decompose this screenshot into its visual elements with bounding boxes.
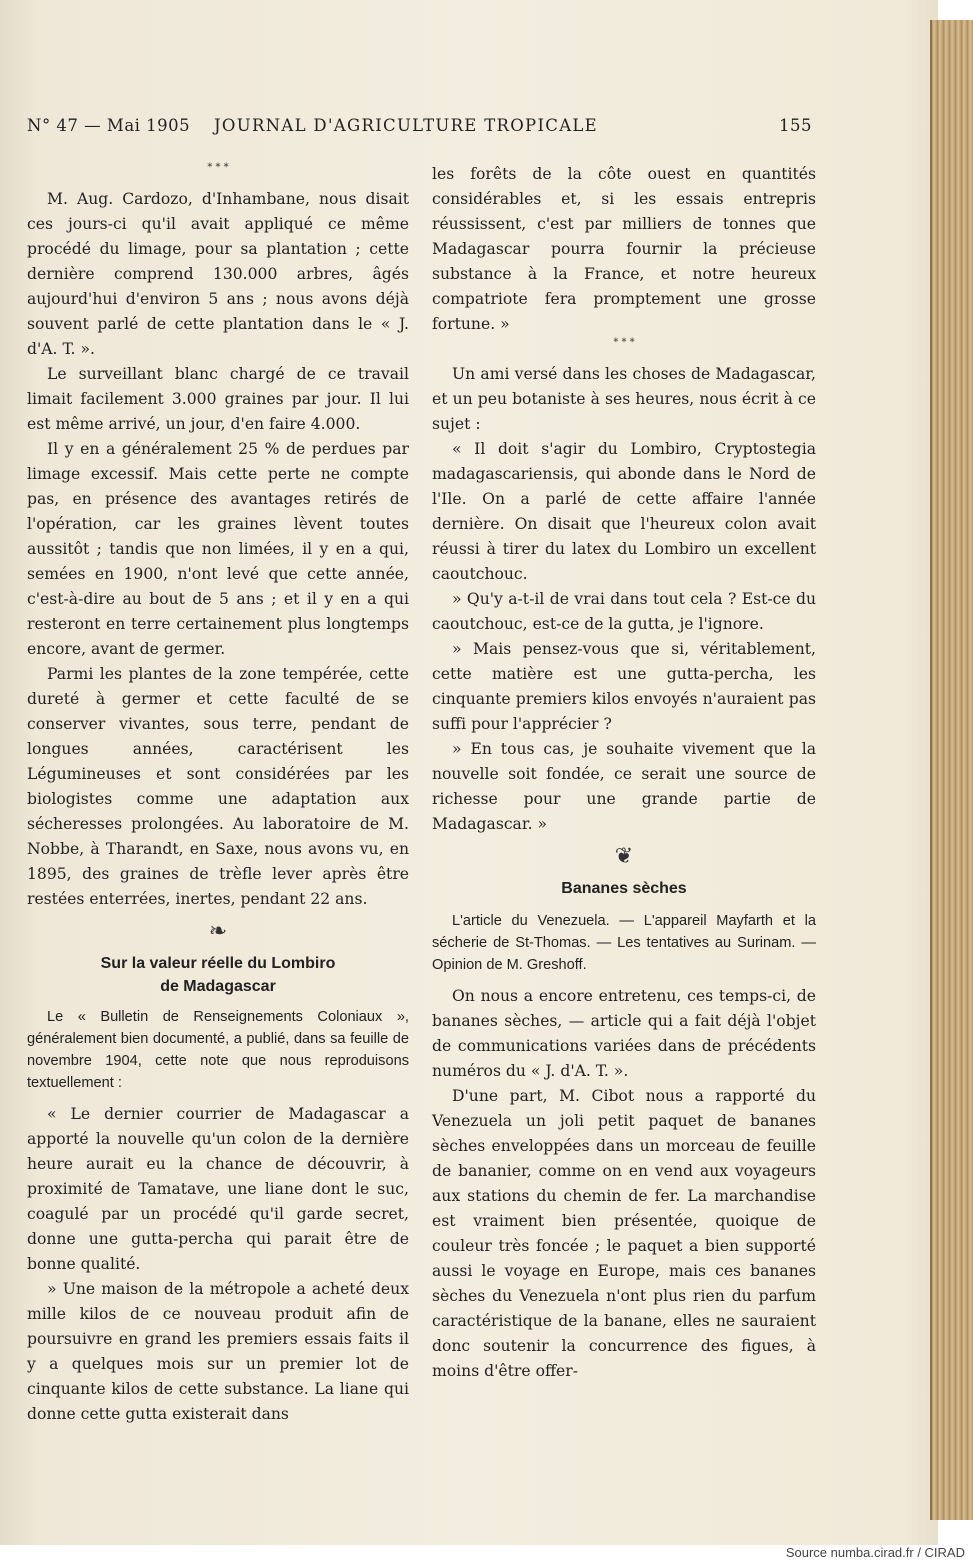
paragraph: Le surveillant blanc chargé de ce travail limait facilement 3.000 graines par jour. Il lui est même arrivé, un jour, d'en faire 4.000. — [27, 365, 409, 433]
right-column — [432, 162, 816, 1384]
article-summary: L'article du Venezuela. — L'appareil Mayfarth et la sécherie de St-Thomas. — Les tentatives au Surinam. — Opinion de M. Greshoff. — [432, 913, 816, 973]
paragraph: » Qu'y a-t-il de vrai dans tout cela ? Est-ce du caoutchouc, est-ce de la gutta, je l'ignore. — [432, 590, 816, 633]
source-credit: Source numba.cirad.fr / CIRAD — [785, 1545, 965, 1560]
book-edge — [930, 20, 973, 1520]
article-heading: Bananes sèches — [561, 880, 687, 897]
article-heading-line1: Sur la valeur réelle du Lombiro — [100, 955, 336, 972]
quote-paragraph: » Une maison de la métropole a acheté deux mille kilos de ce nouveau produit afin de poursuivre en grand les premiers essais faits il y a quelques mois sur un premier lot de cinquante kilos de cette substance. La liane qui donne cette gutta existerait dans — [27, 1280, 409, 1423]
paragraph: les forêts de la côte ouest en quantités considérables et, si les essais entrepris réussissent, c'est par milliers de tonnes que Madagascar pourra fournir la précieuse substance à la France, et notre heureux compatriote fera promptement une grosse fortune. » — [432, 165, 816, 333]
paragraph: Parmi les plantes de la zone tempérée, cette dureté à germer et cette faculté de se conserver vivantes, sous terre, pendant de longues années, caractérisent les Légumineuses et sont considérées par les biologistes comme une adaptation aux sécheresses prolongées. Au laboratoire de M. Nobbe, à Tharandt, en Saxe, nous avons vu, en 1895, des graines de trèfle lever après être restées enterrées, inertes, pendant 22 ans. — [27, 665, 409, 908]
journal-title: JOURNAL D'AGRICULTURE TROPICALE — [214, 116, 599, 135]
paragraph: Un ami versé dans les choses de Madagascar, et un peu botaniste à ses heures, nous écrit à ce sujet : — [432, 365, 816, 433]
issue-date: N° 47 — Mai 1905 — [27, 116, 191, 135]
quote-paragraph: « Le dernier courrier de Madagascar a apporté la nouvelle qu'un colon de la dernière heure aurait eu la chance de découvrir, à proximité de Tamatave, une liane dont le suc, coagulé par un procédé qu'il garde secret, donne une gutta-percha qui parait être de bonne qualité. — [27, 1105, 409, 1273]
article-heading-line2: de Madagascar — [160, 978, 276, 995]
section-stars: * * * — [207, 162, 229, 173]
section-stars: * * * — [613, 337, 635, 348]
left-column — [27, 162, 409, 1427]
intro-paragraph: Le « Bulletin de Renseignements Coloniaux », généralement bien documenté, a publié, dans sa feuille de novembre 1904, cette note que nous reproduisons textuellement : — [27, 1009, 409, 1091]
ornament-icon: ❧ — [208, 919, 228, 944]
page-number: 155 — [779, 116, 812, 135]
paragraph: D'une part, M. Cibot nous a rapporté du Venezuela un joli petit paquet de bananes sèches enveloppées dans un morceau de feuille de bananier, comme on en vend aux voyageurs aux stations du chemin de fer. La marchandise est vraiment bien présentée, quoique de couleur très foncée ; le paquet a bien supporté aussi le voyage en Europe, mais ces bananes sèches du Venezuela n'ont plus rien du parfum caractéristique de la banane, elles ne sauraient donc soutenir la concurrence des figues, à moins d'être offer- — [432, 1087, 816, 1380]
paragraph: On nous a encore entretenu, ces temps-ci, de bananes sèches, — article qui a fait déjà l'objet de communications variées dans de précédents numéros du « J. d'A. T. ». — [432, 987, 816, 1080]
paragraph: » En tous cas, je souhaite vivement que la nouvelle soit fondée, ce serait une source de richesse pour une grande partie de Madagascar. » — [432, 740, 816, 833]
paragraph: M. Aug. Cardozo, d'Inhambane, nous disait ces jours-ci qu'il avait appliqué ce même procédé du limage, pour sa plantation ; cette dernière comprend 130.000 arbres, âgés aujourd'hui d'environ 5 ans ; nous avons déjà souvent parlé de cette plantation dans le « J. d'A. T. ». — [27, 190, 409, 358]
paragraph: Il y en a généralement 25 % de perdues par limage excessif. Mais cette perte ne compte pas, en présence des avantages retirés de l'opération, car les graines lèvent toutes aussitôt ; tandis que non limées, il y en a qui, semées en 1900, n'ont levé que cette année, c'est-à-dire au bout de 5 ans ; et il y en a qui resteront en terre certainement plus longtemps encore, avant de germer. — [27, 440, 409, 658]
ornament-icon: ❦ — [614, 844, 634, 869]
paragraph: « Il doit s'agir du Lombiro, Cryptostegia madagascariensis, qui abonde dans le Nord de l'Ile. On a parlé de cette affaire l'année dernière. On disait que l'heureux colon avait réussi à tirer du latex du Lombiro un excellent caoutchouc. — [432, 440, 816, 583]
paragraph: » Mais pensez-vous que si, véritablement, cette matière est une gutta-percha, les cinquante premiers kilos envoyés n'auraient pas suffi pour l'apprécier ? — [432, 640, 816, 733]
